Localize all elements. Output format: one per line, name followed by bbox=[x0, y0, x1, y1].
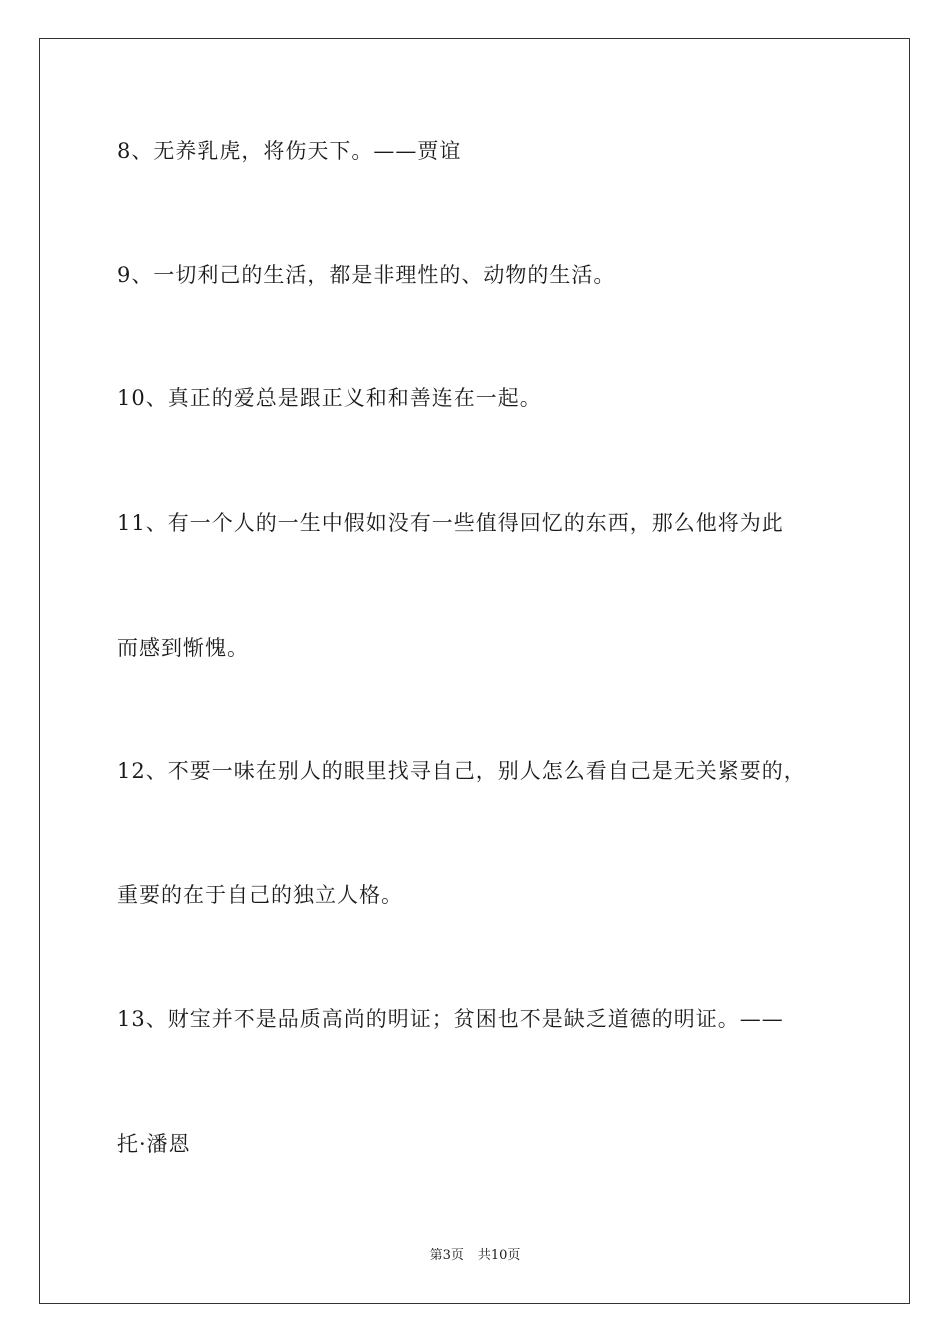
quote-line: 9、一切利己的生活，都是非理性的、动物的生活。 bbox=[117, 263, 616, 287]
quote-line: 托·潘恩 bbox=[117, 1132, 191, 1156]
page-total: 共10页 bbox=[477, 1248, 521, 1263]
quote-line: 12、不要一味在别人的眼里找寻自己，别人怎么看自己是无关紧要的， bbox=[117, 759, 806, 783]
quote-line: 8、无养乳虎，将伤天下。——贾谊 bbox=[117, 139, 462, 163]
page-border bbox=[39, 38, 910, 1304]
page-number: 第3页 bbox=[429, 1248, 464, 1263]
quote-line: 重要的在于自己的独立人格。 bbox=[117, 883, 403, 907]
quote-line: 而感到惭愧。 bbox=[117, 636, 249, 660]
quote-line: 10、真正的爱总是跟正义和和善连在一起。 bbox=[117, 386, 542, 410]
quote-line: 13、财宝并不是品质高尚的明证；贫困也不是缺乏道德的明证。—— bbox=[117, 1007, 784, 1031]
quote-line: 11、有一个人的一生中假如没有一些值得回忆的东西，那么他将为此 bbox=[117, 511, 784, 535]
page-footer bbox=[0, 1247, 950, 1265]
